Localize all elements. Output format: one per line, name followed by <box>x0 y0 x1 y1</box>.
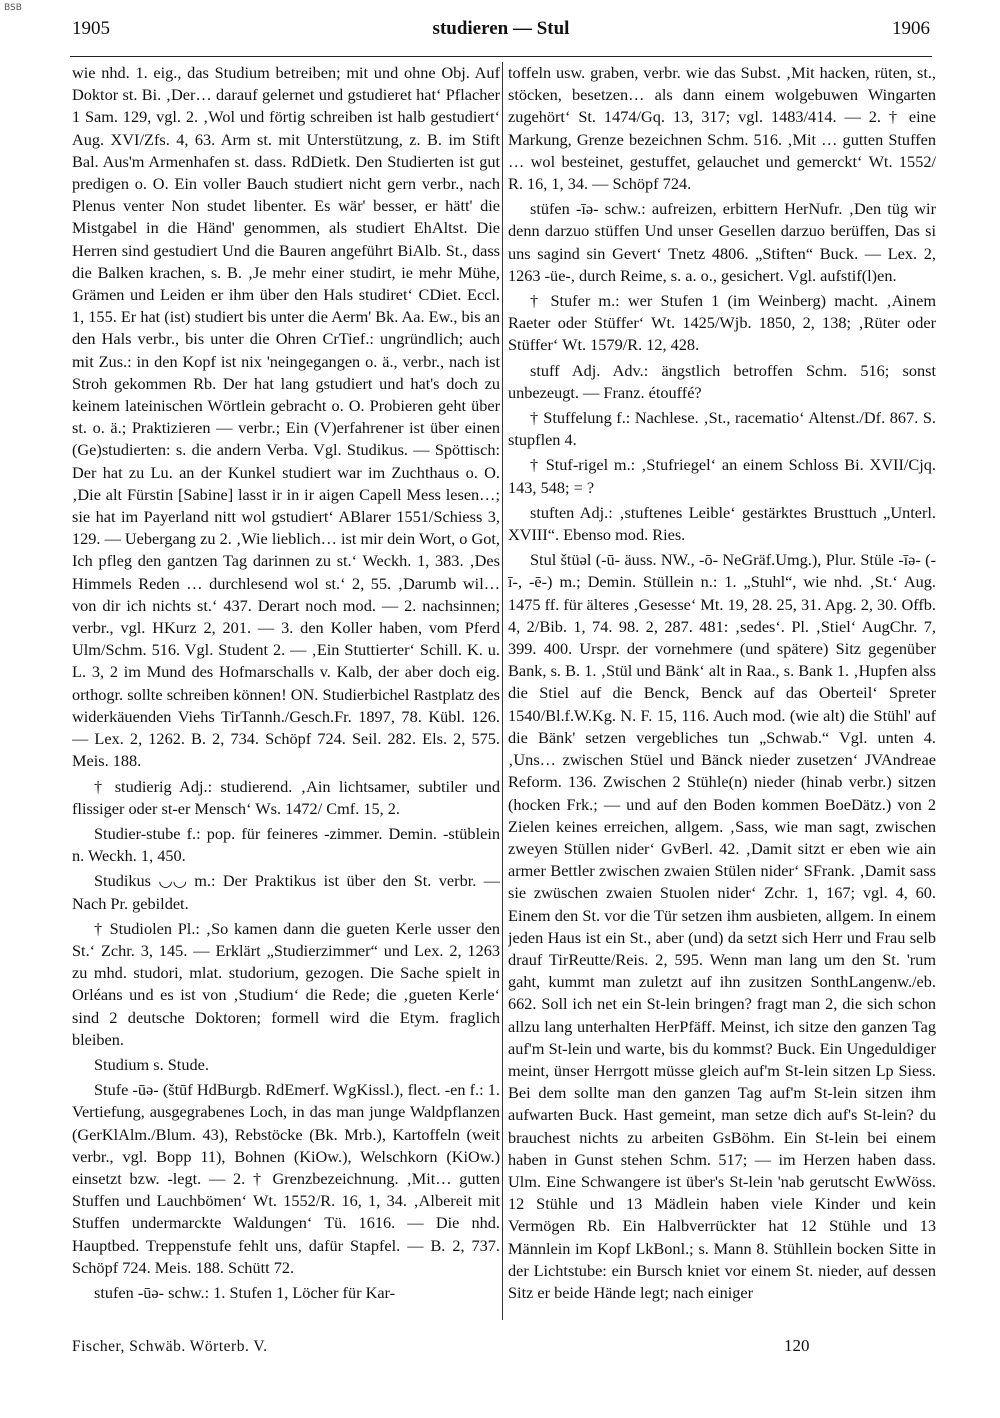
entry-stufen: stufen -ūə- schw.: 1. Stufen 1, Löcher für Kar- <box>94 1282 396 1302</box>
page-title: studieren — Stul <box>432 18 570 39</box>
footer-sheet-number: 120 <box>784 1336 810 1355</box>
entry-studierig: † studierig Adj.: studierend. ‚Ain lichtsamer, subtiler und flissiger oder st-er Mensch‘ Ws. 1472/ Cmf. 15, 2. <box>72 776 500 818</box>
entry-stuften: stuften Adj.: ‚stuftenes Leible‘ gestärktes Brusttuch „Unterl. XVIII“. Ebenso mod. Ries. <box>508 502 936 545</box>
right-column <box>508 62 936 1320</box>
header-rule <box>70 56 932 57</box>
library-stamp: BSB <box>4 3 22 13</box>
entry-stuefen: stüfen -īə- schw.: aufreizen, erbittern HerNufr. ‚Den tüg wir denn darzuo stüffen Und unser Gesellen darzuo berüffen, Das si uns sagind sin Gevert‘ Tnetz 4806. „Stiften“ Buck. — Lex. 2, 1263 -üe-, durch Reime, s. a. o., gesichert. Vgl. aufstif(l)en. <box>508 199 936 285</box>
column-divider <box>502 62 503 1320</box>
entry-stufe: Stufe -ūə- (štūf HdBurgb. RdEmerf. WgKissl.), flect. -en f.: 1. Vertiefung, ausgegrabenes Loch, in das man junge Waldpflanzen (GerKlAlm./Blum. 43), Rebstöcke (Bk. Mrb.), Kartoffeln (weit verbr., vgl. Bopp 11), Bohnen (KiOw.), Welschkorn (KiOw.) einsetzt bzw. -legt. — 2. † Grenzbezeichnung. ‚Mit… gutten Stuffen und Lauchbömen‘ Wt. 1552/R. 16, 1, 34. ‚Albereit mit Stuffen undermarckte Waldungen‘ Tü. 1616. — Die nhd. Hauptbed. Treppenstufe fehlt uns, dafür Stapfel. — B. 2, 737. Schöpf 724. Meis. 188. Schütt 72. <box>72 1080 500 1277</box>
entry-studiolen: † Studiolen Pl.: ‚So kamen dann die gueten Kerle usser den St.‘ Zchr. 3, 145. — Erklärt „Studierzimmer“ und Lex. 2, 1263 zu mhd. studori, mlat. studorium, gezogen. Die Sache spielt in Orléans und es ist von ‚Studium‘ die Rede; die ‚gueten Kerle‘ sind 2 deutsche Doktoren; formell wird die Etym. fraglich bleiben. <box>72 918 500 1049</box>
page-header <box>72 18 930 46</box>
entry-stuffelung: † Stuffelung f.: Nachlese. ‚St., racematio‘ Altenst./Df. 867. S. stupflen 4. <box>508 408 936 450</box>
entry-stufen-cont: toffeln usw. graben, verbr. wie das Subst. ‚Mit hacken, rüten, st., stöcken, besetzen… als dann einem wolgebuwen Wingarten zugehört‘ St. 1474/Gq. 13, 317; vgl. 1483/414. — 2. † eine Markung, Grenze bezeichnen Schm. 516. ‚Mit … gutten Stuffen … wol besteinet, gestuffet, gelauchet und gemerckt‘ Wt. 1552/ R. 16, 1, 34. — Schöpf 724. <box>508 63 936 194</box>
page-number-left: 1905 <box>72 18 110 39</box>
left-column <box>72 62 500 1320</box>
entry-studikus: Studikus ◡◡ m.: Der Praktikus ist über den St. verbr. — Nach Pr. gebildet. <box>72 871 500 913</box>
entry-stufer: † Stufer m.: wer Stufen 1 (im Weinberg) macht. ‚Ainem Raeter oder Stüffer‘ Wt. 1425/Wjb. 1850, 2, 138; ‚Rüter oder Stüffer‘ Wt. 1579/R. 12, 428. <box>508 291 936 355</box>
entry-studium: Studium s. Stude. <box>94 1054 209 1074</box>
entry-stul: Stul štüəl (-ū- äuss. NW., -ō- NeGräf.Umg.), Plur. Stüle -īə- (-ī-, -ē-) m.; Demin. Stüllein n.: 1. „Stuhl“, wie nhd. ‚St.‘ Aug. 1475 ff. für älteres ‚Gesesse‘ Mt. 19, 28. 25, 31. Apg. 2, 30. Offb. 4, 2/Bib. 1, 74. 98. 2, 287. 481: ‚sedes‘. Pl. ‚Stiel‘ AugChr. 7, 399. 400. Urspr. der vornehmere (und spätere) Sitz gegenüber Bank, s. B. 1. ‚Stül und Bänk‘ alt in Raa., s. Bank 1. ‚Hupfen alss die Stiel auf die Benck, Benck auf das Oberteil‘ Spreter 1540/Bl.f.W.Kg. N. F. 15, 116. Auch mod. (wie alt) die Stühl' auf die Bänk' setzen vergebliches tun „Schwab.“ Vgl. unten 4. ‚Uns… zwischen Stüel und Bänck nieder zusetzen‘ JVAndreae Reform. 136. Zwischen 2 Stühle(n) nieder (hinab verbr.) sitzen (hocken Frk.; — und auf den Boden kommen BoeDätz.) von 2 Zielen keines erreichen, allgem. ‚Sass, wie man sagt, zwischen zweyen Stüllen nider‘ GvBerl. 42. ‚Damit sitzt er eben wie ain armer Bettler zwischen zwaien Stülen nider‘ SFrank. ‚Damit sass sie zwüschen zwaien Stuolen nider‘ Zchr. 1, 167; vgl. 4, 60. Einem den St. vor die Tür setzen ihm ausbieten, allgem. In einem jeden Haus ist ein St., aber (und) da setzt sich Herr und Frau selb drauf TirReutte/Reis. 2, 595. Wenn man lang um den St. 'rum gaht, kummt man zuletzt auf ihn zusitzen SonthLangenw./eb. 662. Soll ich net ein St-lein bringen? fragt man 2, die sich schon allzu lang unterhalten HerPfäff. Meinst, ich sitze den ganzen Tag auf'm St-lein und warte, bis du kommst? Buck. Ein Ungeduldiger meint, ünser Herrgott müsse gleich auf'm St-lein sitzen Lp Siess. Bei dem sollte man den ganzen Tag auf'm St-lein sitzen ihm aufwarten Buck. Hast gemeint, man setze dich auf's St-lein? du brauchest nichts zu arbeiten GsBöhm. Ein St-lein bei einem haben in Gunst stehen Schm. 517; — im Herzen haben dass. Ulm. Eine Schwangere ist über's St-lein 'nab gerutscht EwWöss. 12 Stühle und 13 Mädlein haben viele Kinder und kein Vermögen Rb. Ein Halbverrückter hat 12 Stühle und 13 Männlein im Kopf LkBonl.; s. Mann 8. Stühllein bocken Sitte in der Lichtstube: ein Bursch kniet vor einem St. nieder, auf dessen Sitz er beide Hände legt; nach einiger <box>508 550 936 1302</box>
entry-studier-stube: Studier-stube f.: pop. für feineres -zimmer. Demin. -stüblein n. Weckh. 1, 450. <box>72 823 500 866</box>
entry-studieren-cont: wie nhd. 1. eig., das Studium betreiben; mit und ohne Obj. Auf Doktor st. Bi. ‚Der… darauf gelernet und gstudieret hat‘ Pflacher 1 Sam. 129, vgl. 2. ‚Wol und förtig schreiben ist halb gestudiert‘ Aug. XVI/Zfs. 4, 63. Arm st. mit Unterstützung, z. B. im Stift Bal. Aus'm Armenhafen st. dass. RdDietk. Den Studierten ist gut predigen o. O. Ein voller Bauch studiert nicht gern verbr., nach Plenus venter Non studet libenter. Es wär' besser, er hätt' die Mistgabel in die Händ' genommen, als studiert EhAltst. Die Herren sind gestudiert Und die Bauren angeführt BiAlb. St., dass die Balken krachen, s. B. ‚Je mehr einer studirt, ie mehr Mühe, Grämen und Leiden er ihm über den Hals studiret‘ CDiet. Eccl. 1, 155. Er hat (ist) studiert bis unter die Aerm' Bk. Aa. Ew., bis an den Hals verbr., bis unter die Ohren CrTief.: ungründlich; auch mit Zus.: in den Kopf ist nix 'neingegangen o. ä., verbr., nach ist Stroh gekommen Rb. Der hat lang gstudiert und hat's doch zu keinem lateinischen Wörtlein gebracht o. O. Probieren geht über st. o. ä.; Praktizieren — verbr.; Ein (V)erfahrener ist über einen (Ge)studierten: s. die andern Verba. Vgl. Studikus. — Spöttisch: Der hat zu Lu. an der Kunkel studiert war im Zuchthaus o. O. ‚Die alt Fürstin [Sabine] lasst ir in ir aigen Capell Mess lesen…; sie hat im Payerland nitt wol gstudiert‘ ABlarer 1551/Schiess 3, 129. — Uebergang zu 2. ‚Wie lieblich… ist mir dein Wort, o Got, Ich pfleg den gantzen Tag darinnen zu st.‘ Weckh. 1, 383. ‚Des Himmels Reden … durchlesend wol st.‘ 2, 55. ‚Darumb wil… von dir ich nichts st.‘ 437. Derart noch mod. — 2. nachsinnen; verbr., vgl. HKurz 2, 201. — 3. den Koller haben, vom Pferd Ulm/Schm. 516. Vgl. Student 2. — ‚Ein Stuttierter‘ Schill. K. u. L. 3, 2 im Mund des Hofmarschalls v. Kalb, der aber doch eig. orthogr. sollte schreiben können! ON. Studierbichel Rastplatz des widerkäuenden Viehs TirTannh./Gesch.Fr. 1897, 78. Kübl. 126. — Lex. 2, 1262. B. 2, 734. Schöpf 724. Seil. 282. Els. 2, 575. Meis. 188. <box>72 63 500 771</box>
entry-stuf-rigel: † Stuf-rigel m.: ‚Stufriegel‘ an einem Schloss Bi. XVII/Cjq. 143, 548; = ? <box>508 455 936 497</box>
entry-stuff: stuff Adj. Adv.: ängstlich betroffen Schm. 516; sonst unbezeugt. — Franz. étouffé? <box>508 360 936 402</box>
footer-source: Fischer, Schwäb. Wörterb. V. <box>72 1338 268 1355</box>
page-number-right: 1906 <box>892 18 930 39</box>
